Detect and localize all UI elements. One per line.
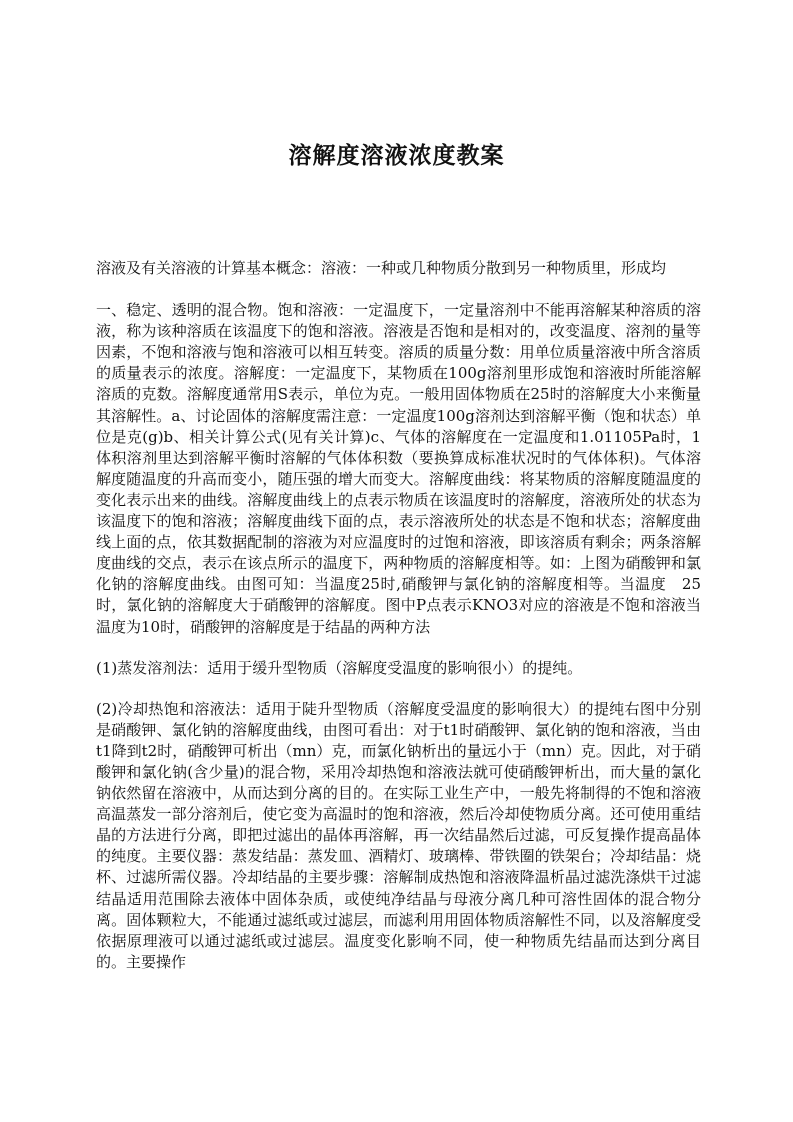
paragraph-intro: 溶液及有关溶液的计算基本概念：溶液：一种或几种物质分散到另一种物质里，形成均 [96,259,667,277]
document-body [96,258,701,993]
document-title: 溶解度溶液浓度教案 [288,142,505,169]
paragraph-main: 一、稳定、透明的混合物。饱和溶液：一定温度下，一定量溶剂中不能再溶解某种溶质的溶液，称为该种溶质在该温度下的饱和溶液。溶液是否饱和是相对的，改变温度、溶剂的量等因素，不饱和溶液与饱和溶液可以相互转变。溶质的质量分数：用单位质量溶液中所含溶质的质量表示的浓度。溶解度：一定温度下，某物质在100g溶剂里形成饱和溶液时所能溶解溶质的克数。溶解度通常用S表示，单位为克。一般用固体物质在25时的溶解度大小来衡量其溶解性。a、讨论固体的溶解度需注意：一定温度100g溶剂达到溶解平衡（饱和状态）单位是克(g)b、相关计算公式(见有关计算)c、气体的溶解度在一定温度和1.01105Pa时，1体积溶剂里达到溶解平衡时溶解的气体体积数（要换算成标准状况时的气体体积)。气体溶解度随温度的升高而变小，随压强的增大而变大。溶解度曲线：将某物质的溶解度随温度的变化表示出来的曲线。溶解度曲线上的点表示物质在该温度时的溶解度，溶液所处的状态为该温度下的饱和溶液；溶解度曲线下面的点，表示溶液所处的状态是不饱和状态；溶解度曲线上面的点，依其数据配制的溶液为对应温度时的过饱和溶液，即该溶质有剩余；两条溶解度曲线的交点，表示在该点所示的温度下，两种物质的溶解度相等。如：上图为硝酸钾和氯化钠的溶解度曲线。由图可知：当温度25时,硝酸钾与氯化钠的溶解度相等。当温度 25时，氯化钠的溶解度大于硝酸钾的溶解度。图中P点表示KNO3对应的溶液是不饱和溶液当温度为10时，硝酸钾的溶解度是于结晶的两种方法 [96,301,701,636]
paragraph-evaporation: (1)蒸发溶剂法：适用于缓升型物质（溶解度受温度的影响很小）的提纯。 [96,658,583,677]
paragraph-cooling: (2)冷却热饱和溶液法：适用于陡升型物质（溶解度受温度的影响很大）的提纯右图中分别是硝酸钾、氯化钠的溶解度曲线，由图可看出：对于t1时硝酸钾、氯化钠的饱和溶液，当由t1降到t2时，硝酸钾可析出（mn）克，而氯化钠析出的量远小于（mn）克。因此，对于硝酸钾和氯化钠(含少量)的混合物，采用冷却热饱和溶液法就可使硝酸钾析出，而大量的氯化钠依然留在溶液中，从而达到分离的目的。在实际工业生产中，一般先将制得的不饱和溶液高温蒸发一部分溶剂后，使它变为高温时的饱和溶液，然后冷却使物质分离。还可使用重结晶的方法进行分离，即把过滤出的晶体再溶解，再一次结晶然后过滤，可反复操作提高晶体的纯度。主要仪器：蒸发结晶：蒸发皿、酒精灯、玻璃棒、带铁圈的铁架台；冷却结晶：烧杯、过滤所需仪器。冷却结晶的主要步骤：溶解制成热饱和溶液降温析晶过滤洗涤烘干过滤结晶适用范围除去液体中固体杂质，或使纯净结晶与母液分离几种可溶性固体的混合物分离。固体颗粒大，不能通过滤纸或过滤层，而滤利用用固体物质溶解性不同，以及溶解度受依据原理液可以通过滤纸或过滤层。温度变化影响不同，使一种物质先结晶而达到分离目的。主要操作 [96,699,701,971]
